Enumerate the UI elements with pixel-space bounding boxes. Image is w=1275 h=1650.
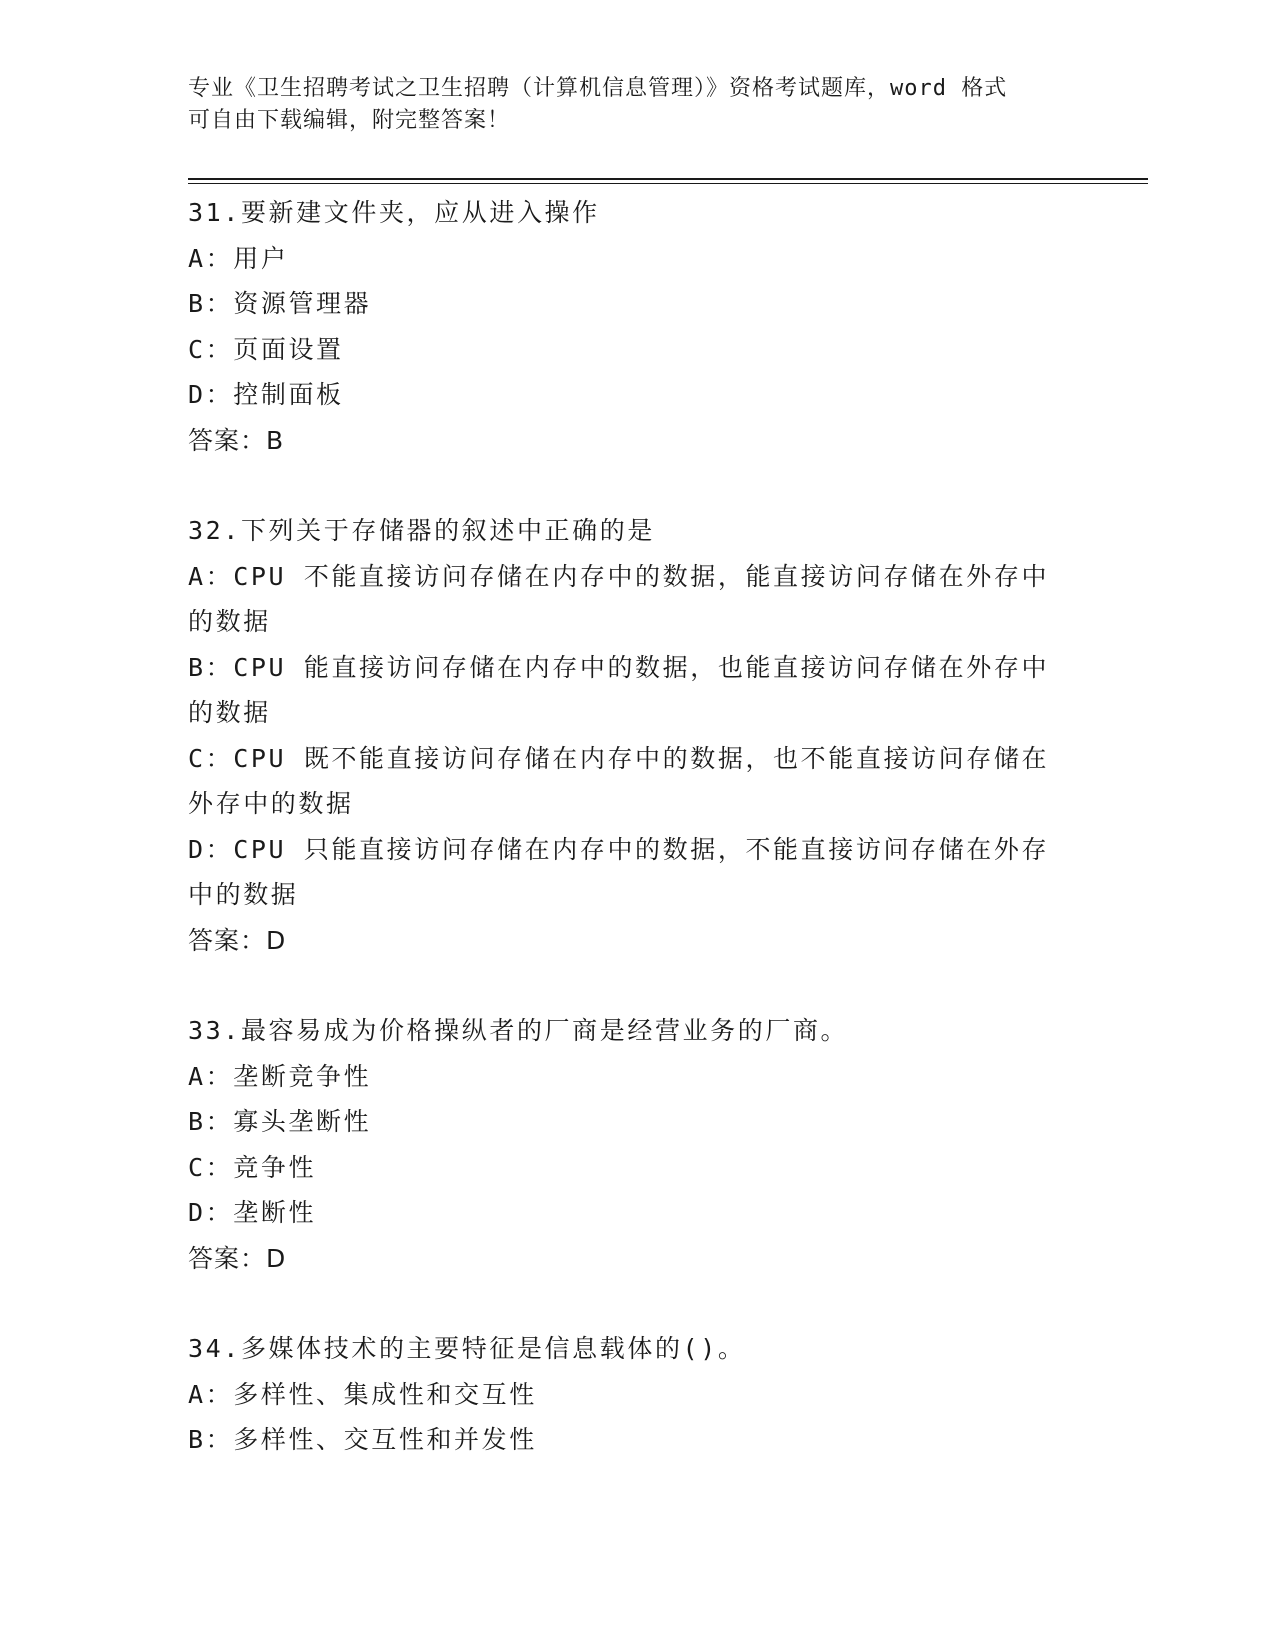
option-b: B：CPU 能直接访问存储在内存中的数据，也能直接访问存储在外存中的数据: [188, 652, 1050, 727]
header-divider-thick: [188, 178, 1148, 180]
option-d: D：控制面板: [188, 380, 344, 409]
option-d: D：垄断性: [188, 1198, 317, 1227]
option-a: A：用户: [188, 243, 289, 273]
option-c: C：竞争性: [188, 1152, 317, 1182]
question-stem: 34.多媒体技术的主要特征是信息载体的()。: [188, 1334, 746, 1363]
option-b: B：多样性、交互性和并发性: [188, 1425, 537, 1454]
question-stem: 32.下列关于存储器的叙述中正确的是: [188, 516, 655, 545]
answer-line: 答案：D: [188, 925, 287, 955]
option-a: A：多样性、集成性和交互性: [188, 1379, 537, 1409]
option-c: C：页面设置: [188, 334, 344, 364]
header-divider-thin: [188, 183, 1148, 184]
question-list: [188, 190, 1068, 1508]
header-line-2: 可自由下载编辑，附完整答案！: [188, 108, 511, 133]
header-line-1: 专业《卫生招聘考试之卫生招聘（计算机信息管理）》资格考试题库，word 格式: [188, 76, 1008, 101]
question-stem: 33.最容易成为价格操纵者的厂商是经营业务的厂商。: [188, 1016, 849, 1045]
option-d: D：CPU 只能直接访问存储在内存中的数据，不能直接访问存储在外存中的数据: [188, 834, 1050, 909]
answer-line: 答案：B: [188, 425, 285, 455]
option-b: B：寡头垄断性: [188, 1107, 372, 1136]
option-c: C：CPU 既不能直接访问存储在内存中的数据，也不能直接访问存储在外存中的数据: [188, 743, 1050, 818]
question-31: [188, 190, 1068, 463]
document-header: [188, 73, 1068, 137]
answer-line: 答案：D: [188, 1243, 287, 1273]
option-b: B：资源管理器: [188, 289, 372, 318]
question-34: [188, 1326, 1068, 1463]
option-a: A：CPU 不能直接访问存储在内存中的数据，能直接访问存储在外存中的数据: [188, 561, 1050, 636]
option-a: A：垄断竞争性: [188, 1061, 372, 1091]
question-stem: 31.要新建文件夹，应从进入操作: [188, 198, 600, 227]
question-32: [188, 508, 1068, 963]
question-33: [188, 1008, 1068, 1281]
